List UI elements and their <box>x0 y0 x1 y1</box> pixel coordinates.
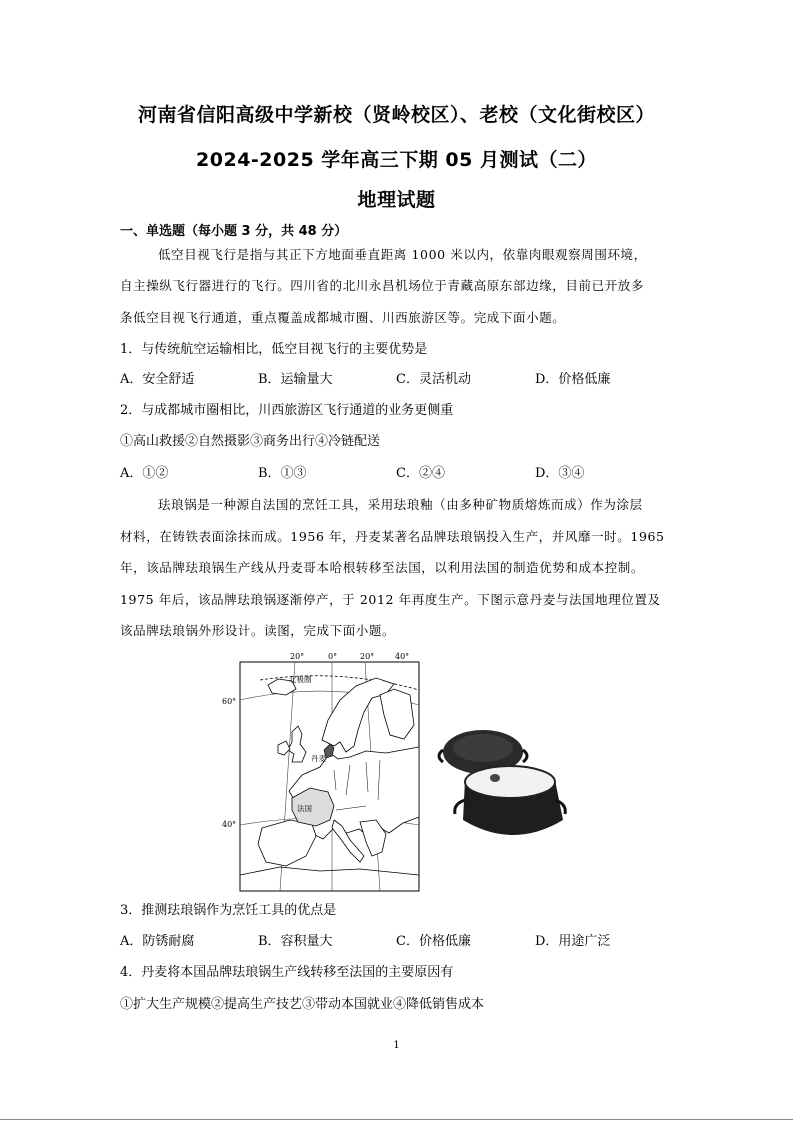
lon-label: 40° <box>395 652 410 661</box>
school-title: 河南省信阳高级中学新校（贤岭校区）、老校（文化街校区） <box>137 104 655 126</box>
exam-title: 2024-2025 学年高三下期 05 月测试（二） <box>196 149 597 171</box>
passage1-line: 低空目视飞行是指与其正下方地面垂直距离 1000 米以内，依靠肉眼观察周围环境， <box>158 247 647 262</box>
subject-title: 地理试题 <box>357 189 436 211</box>
q1-option-d: D．价格低廉 <box>535 372 611 387</box>
question-2-stem: 2．与成都城市圈相比，川西旅游区飞行通道的业务更侧重 <box>120 403 454 418</box>
pot-lid-top <box>453 734 513 762</box>
q1-option-c: C．灵活机动 <box>396 372 471 387</box>
q1-option-a: A．安全舒适 <box>120 372 195 387</box>
page-number: 1 <box>393 1040 400 1051</box>
enamel-pot-image <box>435 720 585 855</box>
q3-option-c: C．价格低廉 <box>396 934 471 949</box>
lat-label: 40° <box>222 820 237 829</box>
question-4-items: ①扩大生产规模②提高生产技艺③带动本国就业④降低销售成本 <box>120 997 485 1012</box>
passage2-line: 材料，在铸铁表面涂抹而成。1956 年，丹麦某著名品牌珐琅锅投入生产，并风靡一时。1965 <box>120 529 665 544</box>
q2-option-c: C．②④ <box>396 466 445 481</box>
passage1-line: 自主操纵飞行器进行的飞行。四川省的北川永昌机场位于青藏高原东部边缘，目前已开放多 <box>120 278 645 293</box>
lon-label: 20° <box>360 652 375 661</box>
q2-option-d: D．③④ <box>535 466 585 481</box>
pot-handle <box>523 750 527 762</box>
lat-label: 60° <box>222 697 237 706</box>
question-2-items: ①高山救援②自然摄影③商务出行④冷链配送 <box>120 434 381 449</box>
question-3-stem: 3．推测珐琅锅作为烹饪工具的优点是 <box>120 903 337 918</box>
passage1-line: 条低空目视飞行通道，重点覆盖成都城市圈、川西旅游区等。完成下面小题。 <box>120 310 566 325</box>
section-heading: 一、单选题（每小题 3 分，共 48 分） <box>120 224 348 239</box>
q2-option-a: A．①② <box>120 466 169 481</box>
arctic-circle-label: 北极圈 <box>289 675 312 684</box>
pot-knob <box>490 774 500 782</box>
lon-label: 20° <box>290 652 305 661</box>
passage2-line: 1975 年后，该品牌珐琅锅逐渐停产，于 2012 年再度生产。下图示意丹麦与法国地理位置及 <box>120 592 661 607</box>
q3-option-d: D．用途广泛 <box>535 934 611 949</box>
lon-label: 0° <box>328 652 338 661</box>
passage2-line: 该品牌珐琅锅外形设计。读图，完成下面小题。 <box>120 623 396 638</box>
page-bottom-divider <box>0 1119 793 1120</box>
europe-map <box>222 650 420 892</box>
passage2-line: 年，该品牌珐琅锅生产线从丹麦哥本哈根转移至法国，以利用法国的制造优势和成本控制。 <box>120 560 645 575</box>
question-4-stem: 4．丹麦将本国品牌珐琅锅生产线转移至法国的主要原因有 <box>120 965 454 980</box>
denmark-label: 丹麦 <box>311 754 326 763</box>
passage2-line: 珐琅锅是一种源自法国的烹饪工具，采用珐琅釉（由多种矿物质熔炼而成）作为涂层 <box>158 497 643 512</box>
question-1-stem: 1．与传统航空运输相比，低空目视飞行的主要优势是 <box>120 342 428 357</box>
pot-handle <box>439 750 443 762</box>
france-label: 法国 <box>297 804 312 813</box>
q2-option-b: B．①③ <box>258 466 307 481</box>
pot-interior <box>465 766 555 798</box>
q1-option-b: B．运输量大 <box>258 372 333 387</box>
q3-option-a: A．防锈耐腐 <box>120 934 195 949</box>
q3-option-b: B．容积量大 <box>258 934 333 949</box>
